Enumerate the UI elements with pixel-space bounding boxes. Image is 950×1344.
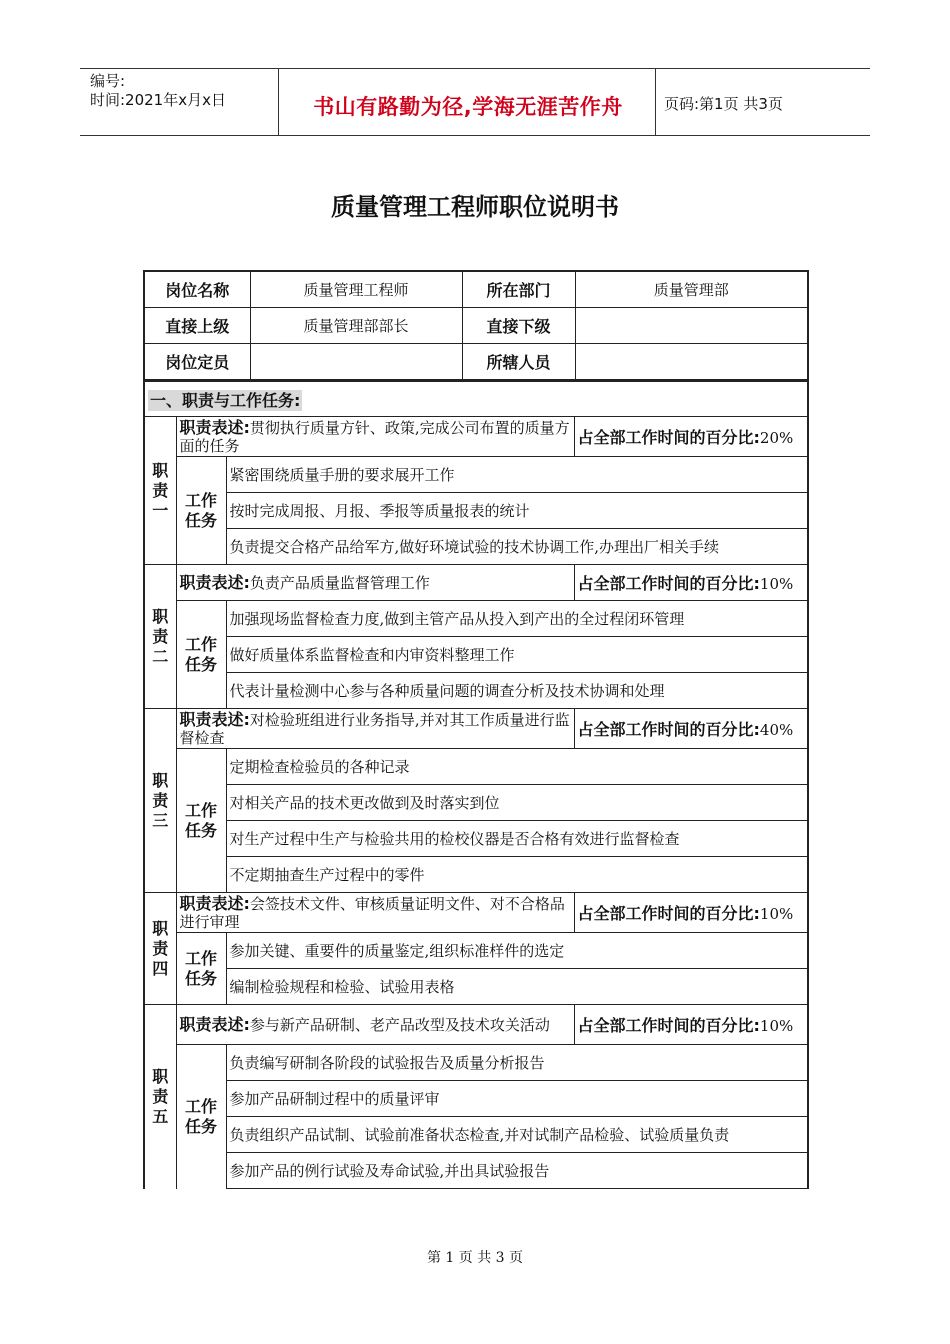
task-item: 对生产过程中生产与检验共用的检校仪器是否合格有效进行监督检查 <box>226 821 808 857</box>
table-row <box>144 344 808 381</box>
task-row <box>144 969 808 1005</box>
work-task-label-5: 工作任务 <box>176 1045 226 1189</box>
task-row <box>144 457 808 493</box>
document-title: 质量管理工程师职位说明书 <box>331 193 619 221</box>
task-row <box>144 673 808 709</box>
task-item: 紧密围绕质量手册的要求展开工作 <box>226 457 808 493</box>
duty-desc-row <box>144 565 808 601</box>
duty-description-2: 职责表述:负责产品质量监督管理工作 <box>176 565 574 601</box>
duty-label-4: 职责四 <box>144 893 176 1005</box>
managed-value <box>575 344 808 381</box>
duty-desc-row <box>144 417 808 457</box>
department-value: 质量管理部 <box>575 271 808 308</box>
subordinate-label: 直接下级 <box>462 308 575 344</box>
task-row <box>144 637 808 673</box>
duty-percent-2: 占全部工作时间的百分比:10% <box>574 565 808 601</box>
task-row <box>144 601 808 637</box>
duty-label-3: 职责三 <box>144 709 176 893</box>
duty-percent-4: 占全部工作时间的百分比:10% <box>574 893 808 933</box>
task-item: 参加产品的例行试验及寿命试验,并出具试验报告 <box>226 1153 808 1189</box>
task-item: 按时完成周报、月报、季报等质量报表的统计 <box>226 493 808 529</box>
duty-desc-row <box>144 709 808 749</box>
header-divider-left <box>278 68 279 135</box>
task-row <box>144 1117 808 1153</box>
task-row <box>144 1045 808 1081</box>
superior-value: 质量管理部部长 <box>250 308 462 344</box>
task-item: 参加关键、重要件的质量鉴定,组织标准样件的选定 <box>226 933 808 969</box>
task-item: 负责提交合格产品给军方,做好环境试验的技术协调工作,办理出厂相关手续 <box>226 529 808 565</box>
duty-percent-1: 占全部工作时间的百分比:20% <box>574 417 808 457</box>
header-motto: 书山有路勤为径,学海无涯苦作舟 <box>313 95 623 119</box>
task-row <box>144 493 808 529</box>
task-item: 参加产品研制过程中的质量评审 <box>226 1081 808 1117</box>
duty-description-5: 职责表述:参与新产品研制、老产品改型及技术攻关活动 <box>176 1005 574 1045</box>
task-row <box>144 857 808 893</box>
duty-label-5: 职责五 <box>144 1005 176 1189</box>
managed-label: 所辖人员 <box>462 344 575 381</box>
task-item: 代表计量检测中心参与各种质量问题的调查分析及技术协调和处理 <box>226 673 808 709</box>
subordinate-value <box>575 308 808 344</box>
document-number: 编号: <box>90 72 126 90</box>
position-name-label: 岗位名称 <box>144 271 250 308</box>
task-item: 定期检查检验员的各种记录 <box>226 749 808 785</box>
document-time: 时间:2021年x月x日 <box>90 91 226 109</box>
duty-desc-row <box>144 1005 808 1045</box>
headcount-label: 岗位定员 <box>144 344 250 381</box>
task-item: 加强现场监督检查力度,做到主管产品从投入到产出的全过程闭环管理 <box>226 601 808 637</box>
table-row <box>144 308 808 344</box>
task-row <box>144 749 808 785</box>
department-label: 所在部门 <box>462 271 575 308</box>
task-row <box>144 785 808 821</box>
duty-percent-3: 占全部工作时间的百分比:40% <box>574 709 808 749</box>
task-item: 负责组织产品试制、试验前准备状态检查,并对试制产品检验、试验质量负责 <box>226 1117 808 1153</box>
duty-percent-5: 占全部工作时间的百分比:10% <box>574 1005 808 1045</box>
position-name-value: 质量管理工程师 <box>250 271 462 308</box>
task-item: 不定期抽查生产过程中的零件 <box>226 857 808 893</box>
duty-table <box>143 380 809 1189</box>
task-row <box>144 933 808 969</box>
header-meta <box>90 72 226 110</box>
duty-desc-row <box>144 893 808 933</box>
duty-description-3: 职责表述:对检验班组进行业务指导,并对其工作质量进行监督检查 <box>176 709 574 749</box>
table-row <box>144 271 808 308</box>
task-item: 负责编写研制各阶段的试验报告及质量分析报告 <box>226 1045 808 1081</box>
work-task-label-3: 工作任务 <box>176 749 226 893</box>
header-page-info: 页码:第1页 共3页 <box>664 95 783 113</box>
section-row <box>144 381 808 417</box>
header-divider-right <box>655 68 656 135</box>
task-item: 编制检验规程和检验、试验用表格 <box>226 969 808 1005</box>
headcount-value <box>250 344 462 381</box>
task-row <box>144 821 808 857</box>
work-task-label-1: 工作任务 <box>176 457 226 565</box>
task-item: 对相关产品的技术更改做到及时落实到位 <box>226 785 808 821</box>
task-row <box>144 529 808 565</box>
page-footer: 第 1 页 共 3 页 <box>426 1250 524 1266</box>
header-bottom-rule <box>80 135 870 136</box>
position-info-table <box>143 270 809 381</box>
duty-label-1: 职责一 <box>144 417 176 565</box>
work-task-label-2: 工作任务 <box>176 601 226 709</box>
header-top-rule <box>80 68 870 69</box>
superior-label: 直接上级 <box>144 308 250 344</box>
task-item: 做好质量体系监督检查和内审资料整理工作 <box>226 637 808 673</box>
task-row <box>144 1081 808 1117</box>
duty-description-4: 职责表述:会签技术文件、审核质量证明文件、对不合格品进行审理 <box>176 893 574 933</box>
section-title: 一、职责与工作任务: <box>144 381 808 417</box>
duty-label-2: 职责二 <box>144 565 176 709</box>
task-row <box>144 1153 808 1189</box>
work-task-label-4: 工作任务 <box>176 933 226 1005</box>
duty-description-1: 职责表述:贯彻执行质量方针、政策,完成公司布置的质量方面的任务 <box>176 417 574 457</box>
